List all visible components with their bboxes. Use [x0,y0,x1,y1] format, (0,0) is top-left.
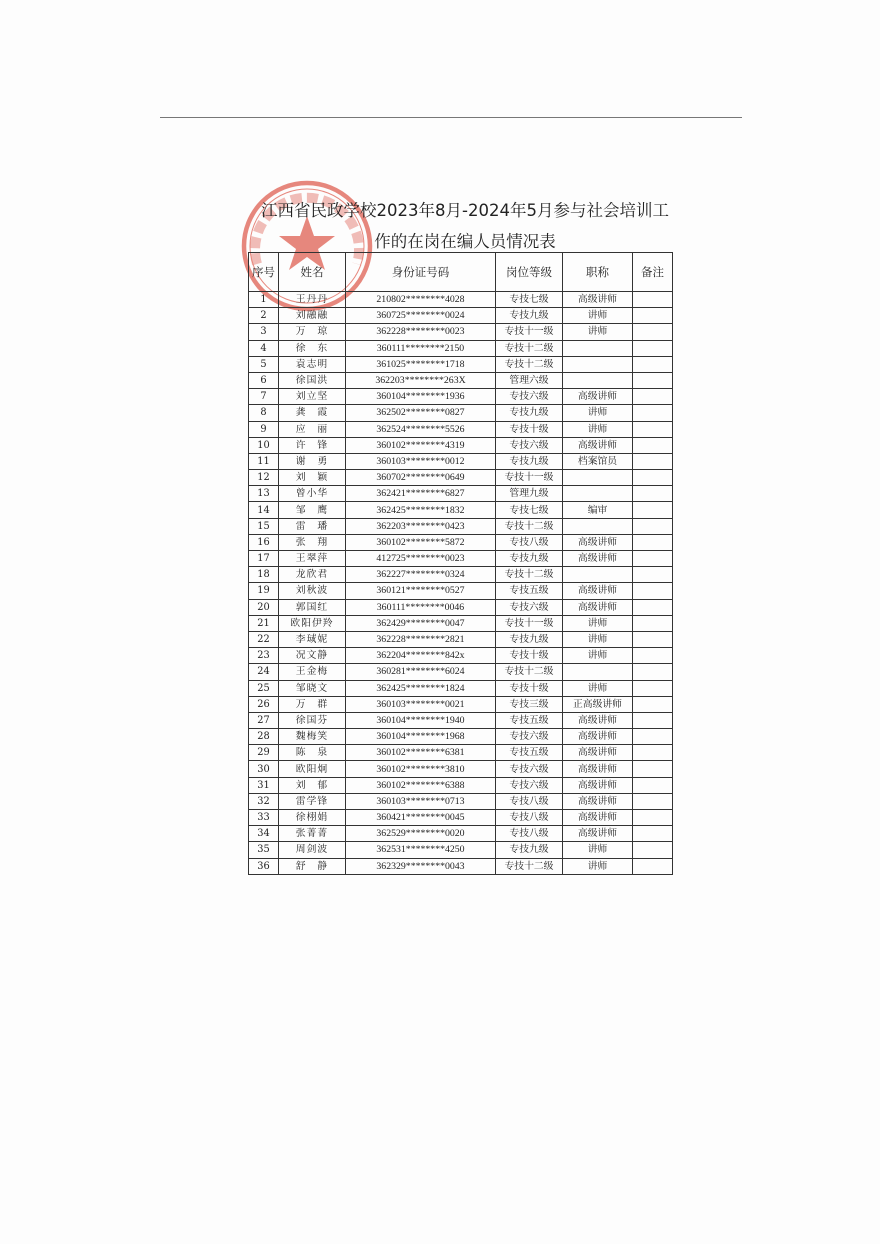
table-row [249,567,673,583]
cell-title: 档案馆员 [563,453,633,469]
cell-id-number: 360102********5872 [346,534,496,550]
cell-post-level: 专技五级 [496,745,563,761]
cell-remark [633,453,673,469]
cell-id-number: 362228********2821 [346,631,496,647]
cell-seq: 23 [249,648,279,664]
cell-title: 高级讲师 [563,551,633,567]
cell-seq: 17 [249,551,279,567]
cell-id-number: 362531********4250 [346,842,496,858]
cell-name: 张菁菁 [279,826,346,842]
cell-title: 高级讲师 [563,745,633,761]
header-seq: 序号 [249,253,279,292]
header-title: 职称 [563,253,633,292]
cell-title: 讲师 [563,648,633,664]
cell-remark [633,470,673,486]
cell-seq: 18 [249,567,279,583]
cell-seq: 32 [249,793,279,809]
table-row [249,729,673,745]
cell-seq: 3 [249,324,279,340]
cell-post-level: 专技五级 [496,583,563,599]
cell-seq: 10 [249,437,279,453]
cell-seq: 20 [249,599,279,615]
table-row [249,453,673,469]
table-row [249,292,673,308]
cell-remark [633,696,673,712]
table-row [249,793,673,809]
cell-title: 高级讲师 [563,810,633,826]
cell-id-number: 360103********0021 [346,696,496,712]
cell-post-level: 专技八级 [496,810,563,826]
cell-remark [633,729,673,745]
cell-id-number: 360421********0045 [346,810,496,826]
staff-table [248,252,673,875]
cell-seq: 1 [249,292,279,308]
cell-name: 刘秋波 [279,583,346,599]
cell-remark [633,648,673,664]
cell-remark [633,583,673,599]
cell-name: 应 丽 [279,421,346,437]
cell-name: 谢 勇 [279,453,346,469]
table-row [249,518,673,534]
cell-id-number: 360103********0713 [346,793,496,809]
cell-name: 郭国红 [279,599,346,615]
cell-title: 高级讲师 [563,777,633,793]
cell-name: 刘融融 [279,308,346,324]
cell-seq: 4 [249,340,279,356]
cell-post-level: 专技六级 [496,389,563,405]
header-rule [160,117,742,118]
cell-id-number: 360102********6381 [346,745,496,761]
header-id-number: 身份证号码 [346,253,496,292]
cell-title: 高级讲师 [563,292,633,308]
cell-name: 张 翔 [279,534,346,550]
cell-remark [633,292,673,308]
cell-id-number: 360104********1936 [346,389,496,405]
cell-seq: 13 [249,486,279,502]
cell-id-number: 210802********4028 [346,292,496,308]
cell-title [563,664,633,680]
table-row [249,631,673,647]
cell-remark [633,664,673,680]
cell-id-number: 362502********0827 [346,405,496,421]
cell-seq: 33 [249,810,279,826]
cell-name: 王翠萍 [279,551,346,567]
cell-title [563,356,633,372]
cell-seq: 16 [249,534,279,550]
cell-id-number: 362425********1824 [346,680,496,696]
cell-remark [633,551,673,567]
cell-remark [633,842,673,858]
cell-remark [633,486,673,502]
header-name: 姓名 [279,253,346,292]
table-row [249,583,673,599]
cell-post-level: 专技九级 [496,405,563,421]
table-row [249,405,673,421]
cell-post-level: 专技十二级 [496,858,563,874]
cell-remark [633,745,673,761]
cell-post-level: 专技八级 [496,826,563,842]
cell-id-number: 362429********0047 [346,615,496,631]
cell-id-number: 360103********0012 [346,453,496,469]
cell-id-number: 362421********6827 [346,486,496,502]
table-row [249,826,673,842]
cell-post-level: 专技十级 [496,421,563,437]
cell-title: 讲师 [563,308,633,324]
cell-post-level: 专技十级 [496,648,563,664]
table-body [249,292,673,875]
cell-seq: 14 [249,502,279,518]
cell-id-number: 362425********1832 [346,502,496,518]
cell-id-number: 360121********0527 [346,583,496,599]
table-row [249,810,673,826]
table-row [249,421,673,437]
cell-seq: 36 [249,858,279,874]
cell-post-level: 专技十一级 [496,470,563,486]
table-row [249,486,673,502]
cell-title: 讲师 [563,324,633,340]
cell-id-number: 360281********6024 [346,664,496,680]
header-remark: 备注 [633,253,673,292]
cell-post-level: 专技十级 [496,680,563,696]
cell-post-level: 专技九级 [496,631,563,647]
cell-post-level: 专技十一级 [496,324,563,340]
cell-name: 王金梅 [279,664,346,680]
cell-post-level: 专技七级 [496,292,563,308]
cell-seq: 24 [249,664,279,680]
cell-remark [633,631,673,647]
table-row [249,712,673,728]
table-row [249,858,673,874]
cell-post-level: 专技八级 [496,534,563,550]
cell-title: 讲师 [563,421,633,437]
table-row [249,680,673,696]
cell-id-number: 360111********0046 [346,599,496,615]
table-row [249,470,673,486]
table-header-row [249,253,673,292]
cell-title: 高级讲师 [563,712,633,728]
table-row [249,777,673,793]
cell-seq: 28 [249,729,279,745]
cell-remark [633,793,673,809]
cell-seq: 19 [249,583,279,599]
cell-post-level: 管理九级 [496,486,563,502]
table-row [249,664,673,680]
cell-name: 雷学锋 [279,793,346,809]
cell-name: 徐栩娟 [279,810,346,826]
cell-name: 刘 郁 [279,777,346,793]
cell-post-level: 专技九级 [496,453,563,469]
cell-seq: 22 [249,631,279,647]
cell-title: 高级讲师 [563,761,633,777]
table-row [249,599,673,615]
cell-remark [633,858,673,874]
cell-title [563,486,633,502]
cell-id-number: 360111********2150 [346,340,496,356]
cell-title: 讲师 [563,842,633,858]
table-row [249,551,673,567]
table-row [249,389,673,405]
cell-remark [633,599,673,615]
cell-seq: 26 [249,696,279,712]
cell-post-level: 管理六级 [496,372,563,388]
cell-post-level: 专技八级 [496,793,563,809]
cell-post-level: 专技九级 [496,842,563,858]
cell-seq: 31 [249,777,279,793]
cell-title [563,518,633,534]
cell-id-number: 362227********0324 [346,567,496,583]
cell-post-level: 专技五级 [496,712,563,728]
table-row [249,615,673,631]
cell-id-number: 360104********1968 [346,729,496,745]
cell-title [563,340,633,356]
table-row [249,502,673,518]
cell-title: 编审 [563,502,633,518]
cell-seq: 12 [249,470,279,486]
cell-name: 万 琼 [279,324,346,340]
cell-id-number: 362204********842x [346,648,496,664]
cell-seq: 5 [249,356,279,372]
cell-name: 邹 鹰 [279,502,346,518]
cell-remark [633,567,673,583]
cell-seq: 27 [249,712,279,728]
cell-id-number: 360102********4319 [346,437,496,453]
cell-name: 刘 颖 [279,470,346,486]
cell-title: 讲师 [563,858,633,874]
table-row [249,372,673,388]
document-title-line2: 作的在岗在编人员情况表 [374,232,556,251]
cell-post-level: 专技三级 [496,696,563,712]
cell-id-number: 362329********0043 [346,858,496,874]
cell-title: 讲师 [563,405,633,421]
cell-remark [633,680,673,696]
cell-title: 高级讲师 [563,729,633,745]
cell-remark [633,777,673,793]
cell-id-number: 362203********263X [346,372,496,388]
cell-name: 许 锋 [279,437,346,453]
cell-name: 陈 泉 [279,745,346,761]
cell-title: 高级讲师 [563,826,633,842]
table-row [249,356,673,372]
cell-id-number: 362524********5526 [346,421,496,437]
cell-post-level: 专技六级 [496,599,563,615]
cell-seq: 9 [249,421,279,437]
cell-seq: 15 [249,518,279,534]
cell-name: 况文静 [279,648,346,664]
cell-remark [633,761,673,777]
cell-name: 龙欣君 [279,567,346,583]
cell-name: 刘立坚 [279,389,346,405]
cell-title: 高级讲师 [563,534,633,550]
cell-title: 高级讲师 [563,583,633,599]
cell-post-level: 专技十二级 [496,518,563,534]
cell-remark [633,308,673,324]
cell-title [563,470,633,486]
cell-id-number: 412725********0023 [346,551,496,567]
cell-title [563,372,633,388]
table-row [249,437,673,453]
cell-title: 高级讲师 [563,599,633,615]
cell-id-number: 362529********0020 [346,826,496,842]
cell-remark [633,340,673,356]
header-post-level: 岗位等级 [496,253,563,292]
cell-remark [633,615,673,631]
cell-post-level: 专技六级 [496,729,563,745]
cell-post-level: 专技六级 [496,761,563,777]
cell-id-number: 361025********1718 [346,356,496,372]
table-row [249,842,673,858]
cell-title: 正高级讲师 [563,696,633,712]
cell-seq: 35 [249,842,279,858]
cell-post-level: 专技十二级 [496,567,563,583]
cell-remark [633,372,673,388]
cell-post-level: 专技十二级 [496,356,563,372]
cell-title: 讲师 [563,615,633,631]
cell-name: 徐国洪 [279,372,346,388]
cell-name: 欧阳伊羚 [279,615,346,631]
cell-post-level: 专技十二级 [496,664,563,680]
cell-name: 袁志明 [279,356,346,372]
cell-title: 讲师 [563,631,633,647]
cell-name: 曾小华 [279,486,346,502]
cell-name: 李琙妮 [279,631,346,647]
cell-post-level: 专技九级 [496,308,563,324]
table-row [249,648,673,664]
table-row [249,745,673,761]
cell-remark [633,389,673,405]
table-row [249,324,673,340]
table-row [249,696,673,712]
cell-name: 欧阳炯 [279,761,346,777]
cell-id-number: 362228********0023 [346,324,496,340]
cell-seq: 25 [249,680,279,696]
cell-seq: 29 [249,745,279,761]
cell-remark [633,437,673,453]
cell-remark [633,405,673,421]
cell-remark [633,712,673,728]
cell-post-level: 专技九级 [496,551,563,567]
cell-id-number: 362203********0423 [346,518,496,534]
table-row [249,340,673,356]
cell-id-number: 360104********1940 [346,712,496,728]
cell-name: 万 群 [279,696,346,712]
cell-id-number: 360102********3810 [346,761,496,777]
cell-title: 高级讲师 [563,793,633,809]
cell-title: 高级讲师 [563,389,633,405]
cell-title [563,567,633,583]
cell-seq: 2 [249,308,279,324]
cell-name: 魏梅笑 [279,729,346,745]
cell-name: 徐 东 [279,340,346,356]
cell-seq: 30 [249,761,279,777]
cell-remark [633,810,673,826]
cell-remark [633,826,673,842]
cell-name: 邹晓文 [279,680,346,696]
cell-seq: 6 [249,372,279,388]
cell-post-level: 专技六级 [496,437,563,453]
cell-post-level: 专技十二级 [496,340,563,356]
table-row [249,308,673,324]
cell-name: 龚 霞 [279,405,346,421]
cell-remark [633,534,673,550]
cell-name: 舒 静 [279,858,346,874]
cell-title: 高级讲师 [563,437,633,453]
cell-name: 雷 璠 [279,518,346,534]
cell-remark [633,324,673,340]
cell-seq: 34 [249,826,279,842]
cell-post-level: 专技七级 [496,502,563,518]
table-row [249,761,673,777]
table-row [249,534,673,550]
cell-post-level: 专技十一级 [496,615,563,631]
cell-remark [633,518,673,534]
cell-seq: 8 [249,405,279,421]
cell-post-level: 专技六级 [496,777,563,793]
cell-remark [633,356,673,372]
cell-title: 讲师 [563,680,633,696]
cell-seq: 11 [249,453,279,469]
cell-remark [633,421,673,437]
cell-seq: 7 [249,389,279,405]
cell-name: 徐国芬 [279,712,346,728]
cell-name: 王丹丹 [279,292,346,308]
cell-id-number: 360702********0649 [346,470,496,486]
cell-seq: 21 [249,615,279,631]
cell-id-number: 360725********0024 [346,308,496,324]
cell-name: 周剑波 [279,842,346,858]
document-title-line1: 江西省民政学校2023年8月-2024年5月参与社会培训工 [261,201,669,220]
cell-remark [633,502,673,518]
cell-id-number: 360102********6388 [346,777,496,793]
